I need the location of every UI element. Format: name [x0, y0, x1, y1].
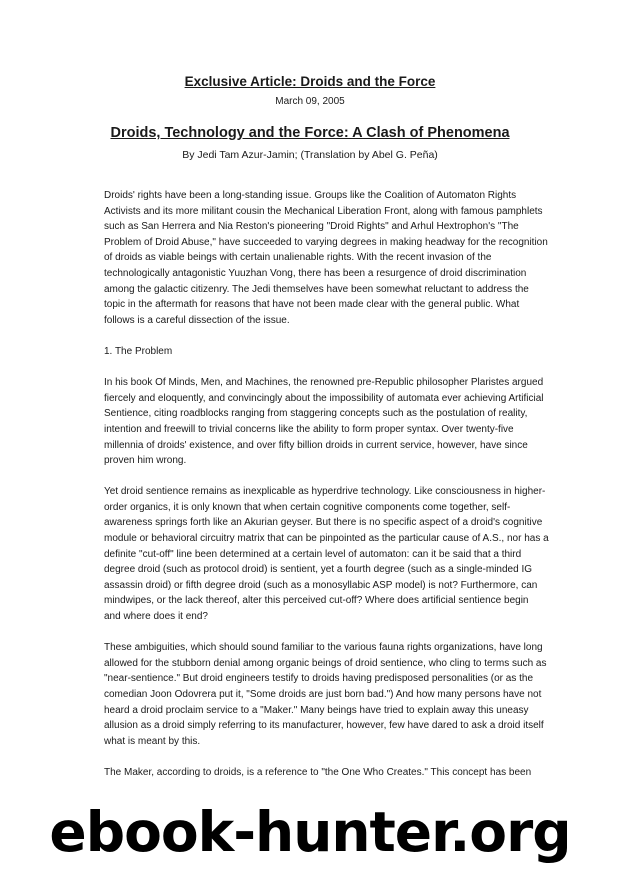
article-heading: Exclusive Article: Droids and the Force	[184, 74, 436, 89]
paragraph-ambiguities: These ambiguities, which should sound familiar to the various fauna rights organizations, have long allowed for the stubborn denial among organic beings of droid sentience, who cling to terms such as "near-sentience." But droid engineers testify to droids having predisposed personalities (or as the comedian Joon Odovrera put it, "Some droids are just born bad.") And how many persons have not heard a droid proclaim service to a "Maker." Many beings have tried to explain away this uneasy allusion as a droid simply referring to its manufacturer, however, few have dared to ask a droid itself what is meant by this.	[104, 642, 547, 747]
paragraph-sentience: Yet droid sentience remains as inexplicable as hyperdrive technology. Like consciousness in higher- order organics, it is only known that when certain cognitive components come together, self- awareness springs forth like an Akurian geyser. But there is no specific aspect of a droid's cognitive module or behavioral circuitry matrix that can be pinpointed as the particular cause of A.S., nor has a definite "cut-off" line been determined at a certain level of automaton: can it be said that a third degree droid (such as protocol droid) is sentient, yet a fourth degree (such as a single-minded IG assassin droid) or fifth degree droid (such as a monosyllabic ASP model) is not? Furthermore, can mindwipes, or the lack thereof, alter this perceived cut-off? Where does artificial sentience begin and where does it end?	[104, 486, 549, 623]
article-date: March 09, 2005	[275, 96, 345, 107]
article-title: Droids, Technology and the Force: A Clash of Phenomena	[110, 125, 510, 141]
article-byline: By Jedi Tam Azur-Jamin; (Translation by Abel G. Peña)	[182, 149, 438, 161]
section-heading-problem: 1. The Problem	[104, 345, 173, 357]
paragraph-plaristes: In his book Of Minds, Men, and Machines, the renowned pre-Republic philosopher Plaristes argued fiercely and eloquently, and convincingly about the impossibility of automata ever achieving Artificial Sentience, citing roadblocks ranging from staggering concepts such as the postulation of reality, intention and freewill to trivial concerns like the ability to form proper syntax. Over twenty-five millennia of droids' existence, and over fifty billion droids in current service, however, have since proven him wrong.	[104, 377, 544, 467]
paragraph-intro: Droids' rights have been a long-standing issue. Groups like the Coalition of Automaton Rights Activists and its more militant cousin the Mechanical Liberation Front, along with famous pamphlets such as San Herrera and Nia Reston's pioneering "Droid Rights" and Arhul Hextrophon's "The Problem of Droid Abuse," have succeeded to varying degrees in making headway for the recognition of droids as viable beings with certain unalienable rights. With the recent invasion of the technologically antagonistic Yuuzhan Vong, there has been a resurgence of droid discrimination among the galactic citizenry. The Jedi themselves have been somewhat reluctant to address the topic in the aftermath for reasons that have not been made clear with the general public. What follows is a careful dissection of the issue.	[104, 190, 548, 326]
paragraph-maker: The Maker, according to droids, is a reference to "the One Who Creates." This concept has been	[104, 766, 532, 778]
watermark-text: ebook-hunter.org	[49, 800, 571, 864]
article-body	[104, 188, 549, 796]
